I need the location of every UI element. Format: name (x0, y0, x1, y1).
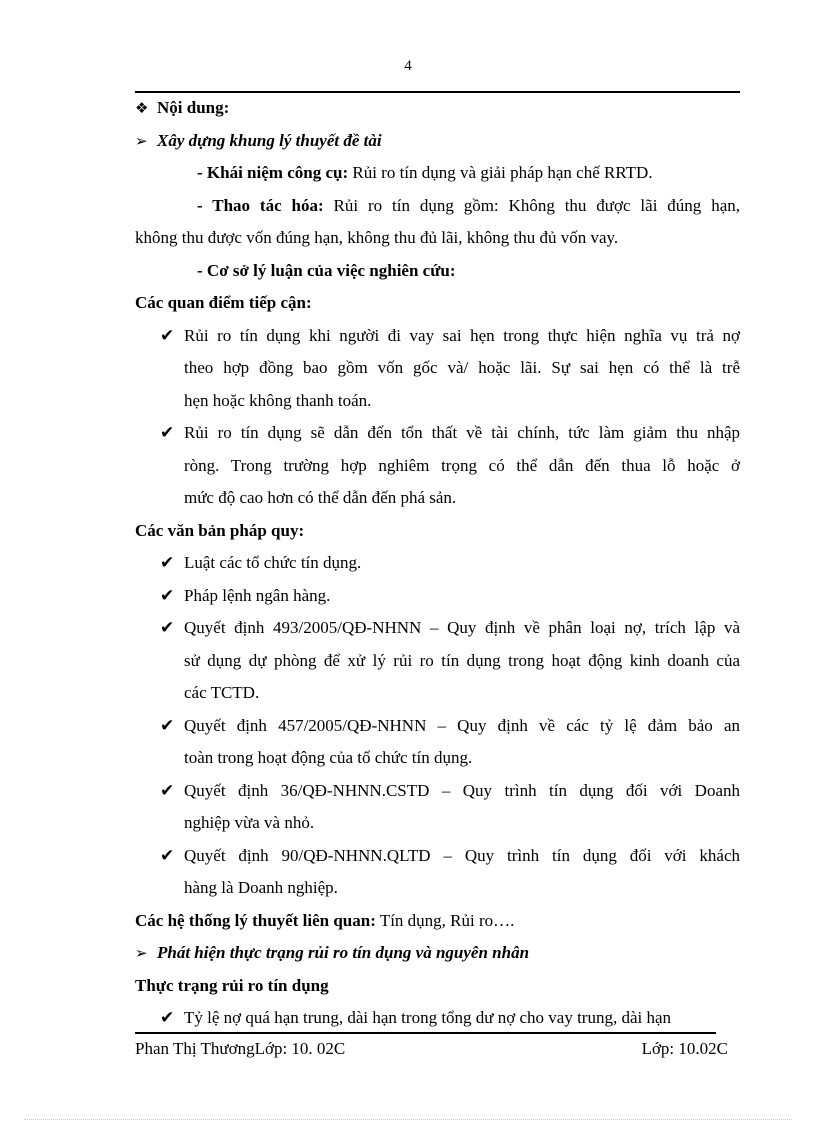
status-heading: Thực trạng rủi ro tín dụng (135, 975, 329, 995)
list-item (135, 580, 740, 613)
list-item (135, 775, 740, 840)
theory-basis-heading: - Cơ sở lý luận của việc nghiên cứu: (197, 260, 456, 280)
checkmark-icon: ✔ (160, 780, 175, 801)
list-item (135, 710, 740, 775)
footer-class: Lớp: 10.02C (641, 1039, 728, 1058)
checkmark-icon: ✔ (160, 618, 175, 638)
list-item (135, 1002, 740, 1035)
operational-line-2: không thu được vốn đúng hạn, không thu đủ lãi, không thu đủ vốn vay. (135, 228, 619, 247)
footer-author-class: Phan Thị ThươngLớp: 10. 02C (135, 1039, 346, 1058)
list-item (135, 840, 740, 905)
arrow-bullet-icon: ➢ (135, 944, 148, 962)
list-item-line: Quyết định 36/QĐ-NHNN.CSTD – Quy trình tín dụng đối với Doanh (184, 780, 740, 800)
checkmark-icon: ✔ (160, 325, 175, 346)
checkmark-icon: ✔ (160, 845, 175, 866)
page-number: 4 (404, 58, 412, 74)
subsection-heading-status: ➢ Phát hiện thực trạng rủi ro tín dụng và nguyên nhân (135, 937, 740, 970)
list-item (135, 612, 740, 710)
list-item-line: Quyết định 493/2005/QĐ-NHNN – Quy định về phân loại nợ, trích lập và (184, 618, 740, 637)
related-theories-line: Các hệ thống lý thuyết liên quan: Tín dụng, Rủi ro…. (135, 910, 515, 930)
list-item-line: Pháp lệnh ngân hàng. (184, 585, 331, 605)
list-item-line: Rủi ro tín dụng sẽ dẫn đến tổn thất về tài chính, tức làm giảm thu nhập (184, 423, 740, 442)
list-item (135, 547, 740, 580)
checkmark-icon: ✔ (160, 1008, 175, 1028)
list-item-line: hàng là Doanh nghiệp. (184, 878, 338, 897)
list-item-line: mức độ cao hơn có thể dẫn đến phá sản. (184, 488, 457, 507)
approaches-heading: Các quan điểm tiếp cận: (135, 293, 312, 312)
list-item-line: hẹn hoặc không thanh toán. (184, 390, 372, 410)
list-item-line: Quyết định 457/2005/QĐ-NHNN – Quy định về các tỷ lệ đảm bảo an (184, 715, 740, 735)
list-item-line: ròng. Trong trường hợp nghiêm trọng có thể dẫn đến thua lỗ hoặc ở (184, 455, 740, 475)
list-item-line: sử dụng dự phòng để xử lý rủi ro tín dụng trong hoạt động kinh doanh của (184, 650, 740, 670)
list-item-line: Tỷ lệ nợ quá hạn trung, dài hạn trong tổng dư nợ cho vay trung, dài hạn (184, 1008, 672, 1027)
operational-line-1: - Thao tác hóa: Rủi ro tín dụng gồm: Không thu được lãi đúng hạn, (197, 195, 740, 215)
legal-docs-heading: Các văn bản pháp quy: (135, 520, 305, 540)
list-item-line: Quyết định 90/QĐ-NHNN.QLTD – Quy trình tín dụng đối với khách (184, 845, 740, 865)
subsection-heading-framework: ➢ Xây dựng khung lý thuyết đề tài (135, 125, 740, 158)
footer-rule (135, 1032, 716, 1034)
approaches-list (135, 320, 740, 515)
checkmark-icon: ✔ (160, 715, 175, 736)
list-item-line: nghiệp vừa và nhỏ. (184, 813, 315, 832)
concept-line: - Khái niệm công cụ: Rủi ro tín dụng và giải pháp hạn chế RRTD. (197, 163, 653, 182)
checkmark-icon: ✔ (160, 553, 175, 573)
list-item-line: các TCTD. (184, 683, 260, 702)
list-item-line: theo hợp đồng bao gồm vốn gốc và/ hoặc lãi. Sự sai hẹn có thể là trễ (184, 358, 740, 377)
list-item-line: Rủi ro tín dụng khi người đi vay sai hẹn trong thực hiện nghĩa vụ trả nợ (184, 325, 740, 345)
legal-docs-list (135, 547, 740, 905)
list-item (135, 417, 740, 515)
checkmark-icon: ✔ (160, 423, 175, 443)
arrow-bullet-icon: ➢ (135, 131, 148, 150)
list-item (135, 320, 740, 418)
section-heading: ❖ Nội dung: (135, 92, 740, 125)
checkmark-icon: ✔ (160, 585, 175, 606)
page-edge-divider (24, 1119, 792, 1120)
document-body (135, 92, 740, 1035)
status-list (135, 1002, 740, 1035)
list-item-line: Luật các tổ chức tín dụng. (184, 553, 362, 572)
diamond-bullet-icon: ❖ (135, 99, 149, 117)
list-item-line: toàn trong hoạt động của tổ chức tín dụng. (184, 748, 473, 767)
